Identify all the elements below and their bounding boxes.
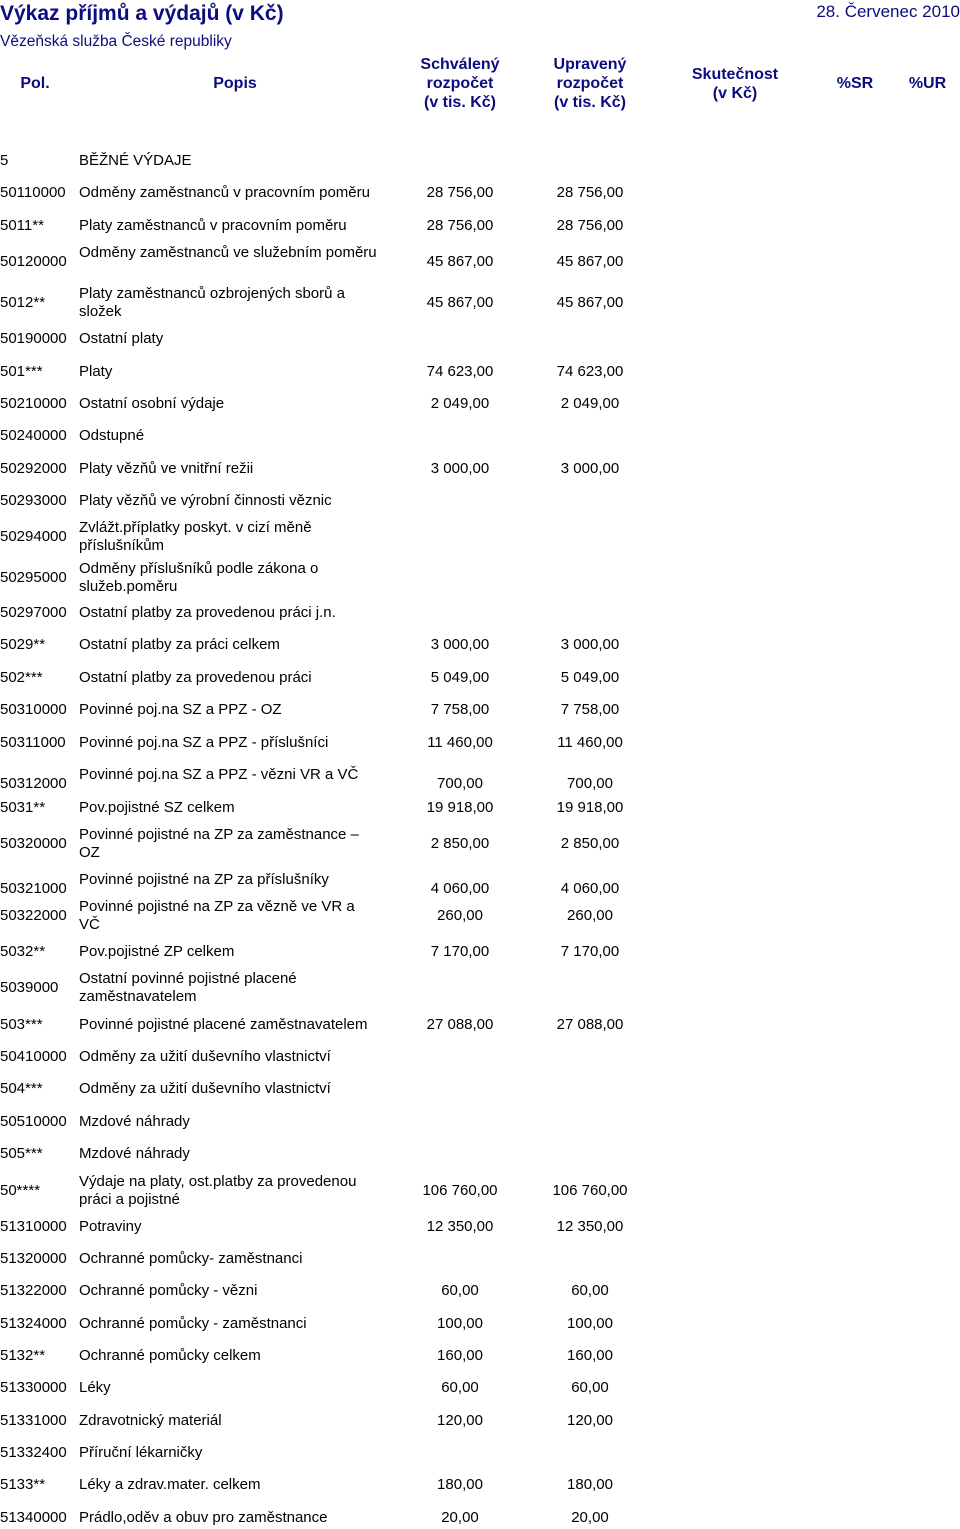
column-header-schvaleny-line1: Schválený <box>420 56 500 73</box>
row-adjusted-budget: 180,00 <box>567 1476 613 1493</box>
row-adjusted-budget: 100,00 <box>567 1315 613 1332</box>
row-adjusted-budget: 45 867,00 <box>556 253 624 270</box>
row-code: 5 <box>0 152 9 169</box>
row-approved-budget: 120,00 <box>437 1412 483 1429</box>
table-row <box>0 1347 960 1365</box>
row-description: Pov.pojistné SZ celkem <box>79 799 235 816</box>
row-approved-budget: 27 088,00 <box>426 1016 494 1033</box>
row-approved-budget: 3 000,00 <box>430 460 490 477</box>
column-header-schvaleny <box>395 55 525 112</box>
row-code: 51324000 <box>0 1315 67 1332</box>
row-approved-budget: 4 060,00 <box>430 880 490 897</box>
table-row <box>0 1412 960 1430</box>
row-approved-budget: 260,00 <box>437 907 483 924</box>
row-code: 50410000 <box>0 1048 67 1065</box>
row-approved-budget: 20,00 <box>441 1509 479 1526</box>
row-description: BĚŽNÉ VÝDAJE <box>79 152 192 169</box>
row-approved-budget: 100,00 <box>437 1315 483 1332</box>
row-description: Ostatní platy <box>79 330 164 347</box>
row-description: Léky <box>79 1379 111 1396</box>
row-approved-budget: 19 918,00 <box>426 799 494 816</box>
row-description: Mzdové náhrady <box>79 1113 190 1130</box>
row-description: Platy zaměstnanců v pracovním poměru <box>79 217 347 234</box>
row-code: 50311000 <box>0 734 66 751</box>
table-row <box>0 898 960 934</box>
row-code: 50310000 <box>0 701 67 718</box>
row-approved-budget: 74 623,00 <box>426 363 494 380</box>
table-row <box>0 363 960 381</box>
column-header-skutecnost <box>670 65 800 103</box>
row-adjusted-budget: 7 758,00 <box>560 701 620 718</box>
table-row <box>0 1218 960 1236</box>
row-description: Platy zaměstnanců ozbrojených sborů a složek <box>79 285 345 320</box>
table-row <box>0 152 960 170</box>
row-approved-budget: 60,00 <box>441 1282 479 1299</box>
table-row <box>0 604 960 622</box>
row-code: 50297000 <box>0 604 67 621</box>
table-row <box>0 1048 960 1066</box>
row-code: 50321000 <box>0 880 67 897</box>
table-row <box>0 669 960 687</box>
row-code: 51332400 <box>0 1444 67 1461</box>
row-description: Povinné pojistné placené zaměstnavatelem <box>79 1016 368 1033</box>
row-approved-budget: 106 760,00 <box>422 1182 498 1199</box>
row-approved-budget: 2 850,00 <box>430 835 490 852</box>
row-approved-budget: 28 756,00 <box>426 217 494 234</box>
table-row <box>0 244 960 280</box>
row-description: Platy vězňů ve výrobní činnosti věznic <box>79 492 332 509</box>
row-description: Odměny příslušníků podle zákona o služeb.poměru <box>79 560 319 595</box>
row-description: Platy vězňů ve vnitřní režii <box>79 460 254 477</box>
table-row <box>0 460 960 478</box>
row-adjusted-budget: 4 060,00 <box>560 880 620 897</box>
row-adjusted-budget: 160,00 <box>567 1347 613 1364</box>
row-code: 5032** <box>0 943 46 960</box>
row-approved-budget: 11 460,00 <box>427 734 493 751</box>
row-adjusted-budget: 2 850,00 <box>560 835 620 852</box>
row-code: 50210000 <box>0 395 67 412</box>
row-description: Potraviny <box>79 1218 142 1235</box>
table-row <box>0 636 960 654</box>
row-code: 51310000 <box>0 1218 67 1235</box>
table-row <box>0 943 960 961</box>
table-row <box>0 1016 960 1034</box>
column-header-schvaleny-line3: (v tis. Kč) <box>423 94 496 111</box>
row-approved-budget: 2 049,00 <box>430 395 490 412</box>
table-row <box>0 519 960 555</box>
column-header-upraveny <box>525 55 655 112</box>
table-row <box>0 1315 960 1333</box>
row-code: 51340000 <box>0 1509 67 1526</box>
column-header-skutecnost-line1: Skutečnost <box>691 66 779 83</box>
row-approved-budget: 45 867,00 <box>426 294 494 311</box>
row-adjusted-budget: 3 000,00 <box>560 460 620 477</box>
row-description: Ochranné pomůcky - vězni <box>79 1282 258 1299</box>
row-adjusted-budget: 45 867,00 <box>556 294 624 311</box>
row-approved-budget: 160,00 <box>437 1347 483 1364</box>
table-row <box>0 1509 960 1527</box>
row-adjusted-budget: 120,00 <box>567 1412 613 1429</box>
report-date: 28. Červenec 2010 <box>816 2 960 21</box>
row-description: Zvlážt.příplatky poskyt. v cizí měně příslušníkům <box>79 519 312 554</box>
row-code: 5039000 <box>0 979 59 996</box>
row-code: 5031** <box>0 799 46 816</box>
column-header-pol: Pol. <box>20 75 50 92</box>
row-approved-budget: 700,00 <box>437 775 483 792</box>
table-row <box>0 395 960 413</box>
row-code: 50190000 <box>0 330 67 347</box>
row-code: 51331000 <box>0 1412 67 1429</box>
table-row <box>0 285 960 321</box>
column-header-schvaleny-line2: rozpočet <box>426 75 494 92</box>
row-adjusted-budget: 260,00 <box>567 907 613 924</box>
row-code: 5011** <box>0 217 44 234</box>
row-adjusted-budget: 7 170,00 <box>560 943 620 960</box>
row-adjusted-budget: 60,00 <box>571 1282 609 1299</box>
report-title: Výkaz příjmů a výdajů (v Kč) <box>0 2 284 25</box>
row-description: Ochranné pomůcky celkem <box>79 1347 261 1364</box>
row-approved-budget: 7 170,00 <box>430 943 490 960</box>
table-row <box>0 734 960 752</box>
table-row <box>0 217 960 235</box>
row-description: Odměny zaměstnanců v pracovním poměru <box>79 184 370 201</box>
table-row <box>0 766 960 802</box>
table-row <box>0 970 960 1006</box>
row-description: Odměny za užití duševního vlastnictví <box>79 1080 331 1097</box>
row-code: 51322000 <box>0 1282 67 1299</box>
row-description: Příruční lékarničky <box>79 1444 203 1461</box>
row-adjusted-budget: 5 049,00 <box>560 669 620 686</box>
table-row <box>0 184 960 202</box>
row-adjusted-budget: 106 760,00 <box>552 1182 628 1199</box>
row-adjusted-budget: 19 918,00 <box>556 799 624 816</box>
row-code: 5133** <box>0 1476 46 1493</box>
row-code: 5132** <box>0 1347 46 1364</box>
row-adjusted-budget: 28 756,00 <box>556 217 624 234</box>
table-row <box>0 560 960 596</box>
row-adjusted-budget: 60,00 <box>571 1379 609 1396</box>
column-header-upraveny-line1: Upravený <box>553 56 627 73</box>
table-row <box>0 1282 960 1300</box>
table-row <box>0 1080 960 1098</box>
row-adjusted-budget: 12 350,00 <box>556 1218 624 1235</box>
row-description: Ostatní platby za provedenou práci j.n. <box>79 604 336 621</box>
row-code: 51330000 <box>0 1379 67 1396</box>
table-row <box>0 1145 960 1163</box>
row-description: Léky a zdrav.mater. celkem <box>79 1476 261 1493</box>
row-adjusted-budget: 20,00 <box>571 1509 609 1526</box>
row-description: Odměny zaměstnanců ve služebním poměru <box>79 244 377 261</box>
row-description: Povinné poj.na SZ a PPZ - OZ <box>79 701 282 718</box>
row-code: 502*** <box>0 669 43 686</box>
row-description: Povinné pojistné na ZP za vězně ve VR a VČ <box>79 898 355 933</box>
row-code: 50295000 <box>0 569 67 586</box>
table-row <box>0 799 960 817</box>
row-description: Výdaje na platy, ost.platby za provedenou práci a pojistné <box>79 1173 357 1208</box>
table-row <box>0 1250 960 1268</box>
row-description: Povinné pojistné na ZP za zaměstnance – OZ <box>79 826 359 861</box>
row-code: 503*** <box>0 1016 43 1033</box>
row-approved-budget: 60,00 <box>441 1379 479 1396</box>
row-adjusted-budget: 27 088,00 <box>556 1016 624 1033</box>
row-description: Ostatní povinné pojistné placené zaměstnavatelem <box>79 970 297 1005</box>
table-row <box>0 1379 960 1397</box>
row-description: Pov.pojistné ZP celkem <box>79 943 235 960</box>
row-code: 5012** <box>0 294 46 311</box>
table-row <box>0 1444 960 1462</box>
row-code: 505*** <box>0 1145 43 1162</box>
row-approved-budget: 7 758,00 <box>430 701 490 718</box>
row-description: Ochranné pomůcky- zaměstnanci <box>79 1250 303 1267</box>
table-row <box>0 701 960 719</box>
row-code: 50294000 <box>0 528 67 545</box>
table-row <box>0 330 960 348</box>
row-approved-budget: 180,00 <box>437 1476 483 1493</box>
row-code: 50322000 <box>0 907 67 924</box>
row-code: 50293000 <box>0 492 67 509</box>
row-adjusted-budget: 3 000,00 <box>560 636 620 653</box>
row-adjusted-budget: 28 756,00 <box>556 184 624 201</box>
row-code: 51320000 <box>0 1250 67 1267</box>
row-code: 50**** <box>0 1182 41 1199</box>
column-header-skutecnost-line2: (v Kč) <box>712 85 758 102</box>
row-code: 504*** <box>0 1080 43 1097</box>
row-description: Povinné poj.na SZ a PPZ - vězni VR a VČ <box>79 766 359 783</box>
row-code: 50292000 <box>0 460 67 477</box>
row-description: Odměny za užití duševního vlastnictví <box>79 1048 331 1065</box>
row-code: 50510000 <box>0 1113 67 1130</box>
row-description: Platy <box>79 363 113 380</box>
row-description: Ochranné pomůcky - zaměstnanci <box>79 1315 307 1332</box>
table-row <box>0 1173 960 1209</box>
table-row <box>0 492 960 510</box>
row-approved-budget: 28 756,00 <box>426 184 494 201</box>
column-header-sr: %SR <box>836 75 874 92</box>
row-code: 50120000 <box>0 253 67 270</box>
row-adjusted-budget: 74 623,00 <box>556 363 624 380</box>
row-code: 50312000 <box>0 775 67 792</box>
row-description: Povinné pojistné na ZP za příslušníky <box>79 871 329 888</box>
row-code: 501*** <box>0 363 43 380</box>
row-approved-budget: 5 049,00 <box>430 669 490 686</box>
row-adjusted-budget: 2 049,00 <box>560 395 620 412</box>
row-description: Odstupné <box>79 427 145 444</box>
table-row <box>0 1476 960 1494</box>
table-row <box>0 1113 960 1131</box>
table-row <box>0 427 960 445</box>
row-approved-budget: 12 350,00 <box>426 1218 494 1235</box>
column-header-upraveny-line2: rozpočet <box>556 75 624 92</box>
row-description: Ostatní platby za provedenou práci <box>79 669 312 686</box>
row-description: Ostatní platby za práci celkem <box>79 636 280 653</box>
row-adjusted-budget: 700,00 <box>567 775 613 792</box>
column-header-ur: %UR <box>908 75 947 92</box>
row-code: 5029** <box>0 636 46 653</box>
row-description: Zdravotnický materiál <box>79 1412 222 1429</box>
table-row <box>0 826 960 862</box>
organization-name: Vězeňská služba České republiky <box>0 33 232 50</box>
row-description: Prádlo,oděv a obuv pro zaměstnance <box>79 1509 328 1526</box>
row-approved-budget: 3 000,00 <box>430 636 490 653</box>
row-code: 50110000 <box>0 184 66 201</box>
row-code: 50240000 <box>0 427 67 444</box>
row-approved-budget: 45 867,00 <box>426 253 494 270</box>
column-header-popis: Popis <box>213 75 257 92</box>
row-code: 50320000 <box>0 835 67 852</box>
row-description: Mzdové náhrady <box>79 1145 190 1162</box>
row-adjusted-budget: 11 460,00 <box>557 734 623 751</box>
row-description: Ostatní osobní výdaje <box>79 395 225 412</box>
row-description: Povinné poj.na SZ a PPZ - příslušníci <box>79 734 329 751</box>
column-header-upraveny-line3: (v tis. Kč) <box>553 94 626 111</box>
